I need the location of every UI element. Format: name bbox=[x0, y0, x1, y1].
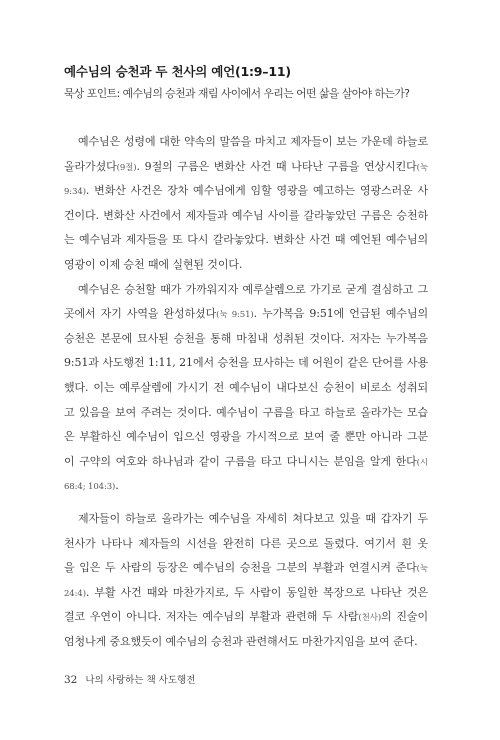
text-span: . bbox=[115, 479, 119, 493]
text-line bbox=[64, 605, 428, 630]
text-line: 고 있음을 보여 주려는 것이다. 예수님이 구름을 타고 하늘로 올라가는 모습 bbox=[64, 405, 428, 419]
scripture-reference: (눅 bbox=[416, 162, 428, 173]
paragraph-gap bbox=[64, 499, 428, 507]
book-title: 나의 사랑하는 책 사도행전 bbox=[85, 675, 196, 686]
text-line: 제자들이 하늘로 올라가는 예수님을 자세히 쳐다보고 있을 때 갑자기 두 bbox=[78, 511, 428, 525]
scripture-reference: (눅 9:51) bbox=[216, 310, 254, 321]
text-line bbox=[64, 581, 428, 606]
text-span: . 부활 사건 때와 마찬가지로, 두 사람이 동일한 복장으로 나타난 것은 bbox=[85, 585, 428, 599]
text-line bbox=[64, 179, 428, 204]
scripture-reference: (천사) bbox=[358, 613, 382, 624]
text-line bbox=[64, 302, 428, 327]
page-footer bbox=[64, 672, 195, 686]
text-line bbox=[64, 450, 428, 475]
paragraph-2 bbox=[64, 278, 428, 499]
text-line bbox=[64, 474, 428, 499]
text-line: 9:51과 사도행전 1:11, 21에서 승천을 묘사하는 데 어원이 같은 단어를 사용 bbox=[64, 356, 428, 370]
paragraph-1 bbox=[64, 130, 428, 278]
page-number: 32 bbox=[64, 674, 78, 686]
text-span: 올라가셨다 bbox=[64, 159, 117, 173]
text-span: 을 입은 두 사람의 등장은 예수님의 승천을 그분의 부활과 연결시켜 준다 bbox=[64, 561, 417, 575]
text-span: . 누가복음 9:51에 언급된 예수님의 bbox=[253, 307, 428, 321]
text-line: 예수님은 성령에 대한 약속의 말씀을 마치고 제자들이 보는 가운데 하늘로 bbox=[78, 135, 428, 148]
text-line: 천사가 나타나 제자들의 시선을 완전히 다른 곳으로 돌렸다. 여기서 흰 옷 bbox=[64, 536, 428, 550]
text-span: 곳에서 자기 사역을 완성하셨다 bbox=[64, 307, 217, 321]
text-line: 했다. 이는 예루살렘에 가시기 전 예수님이 내다보신 승천이 비로소 성취되 bbox=[64, 380, 428, 394]
text-line: 건이다. 변화산 사건에서 제자들과 예수님 사이를 갈라놓았던 구름은 승천하 bbox=[64, 208, 428, 222]
text-span: 결코 우연이 아니다. 저자는 예수님의 부활과 관련해 두 사람 bbox=[64, 610, 359, 624]
text-line: 엄청나게 중요했듯이 예수님의 승천과 관련해서도 마찬가지임을 보여 준다. bbox=[64, 634, 418, 648]
body-text bbox=[64, 130, 428, 654]
text-span: 이 구약의 여호와 하나님과 같이 구름을 타고 다니시는 분임을 알게 한다 bbox=[64, 454, 417, 468]
scripture-reference: (시 bbox=[416, 457, 428, 468]
section-title: 예수님의 승천과 두 천사의 예언(1:9–11) bbox=[64, 64, 291, 79]
text-line bbox=[64, 556, 428, 581]
text-line: 는 예수님과 제자들을 또 다시 갈라놓았다. 변화산 사건 때 예언된 예수님의 bbox=[64, 233, 428, 247]
text-line: 영광이 이제 승천 때에 실현된 것이다. bbox=[64, 257, 243, 271]
text-line: 승천은 본문에 묘사된 승천을 통해 마침내 성취된 것이다. 저자는 누가복음 bbox=[64, 331, 428, 345]
scripture-reference: 68:4; 104:3) bbox=[64, 482, 116, 493]
scripture-reference: (9절) bbox=[116, 162, 137, 173]
text-span: . 변화산 사건은 장차 예수님에게 임할 영광을 예고하는 영광스러운 사 bbox=[85, 184, 428, 198]
meditation-point: 묵상 포인트: 예수님의 승천과 재림 사이에서 우리는 어떤 삶을 살아야 하는가? bbox=[64, 87, 410, 100]
text-span: . 9절의 구름은 변화산 사건 때 나타난 구름을 연상시킨다 bbox=[136, 159, 417, 173]
paragraph-3 bbox=[64, 507, 428, 655]
scripture-reference: (눅 bbox=[416, 564, 428, 575]
text-line: 예수님은 승천할 때가 가까워지자 예루살렘으로 가기로 굳게 결심하고 그 bbox=[78, 282, 428, 296]
scripture-reference: 9:34) bbox=[64, 187, 86, 198]
text-line: 은 부활하신 예수님이 입으신 영광을 가시적으로 보여 줄 뿐만 아니라 그분 bbox=[64, 430, 428, 444]
text-line bbox=[64, 155, 428, 180]
scripture-reference: 24:4) bbox=[64, 588, 86, 599]
text-span: 의 진술이 bbox=[381, 610, 428, 624]
